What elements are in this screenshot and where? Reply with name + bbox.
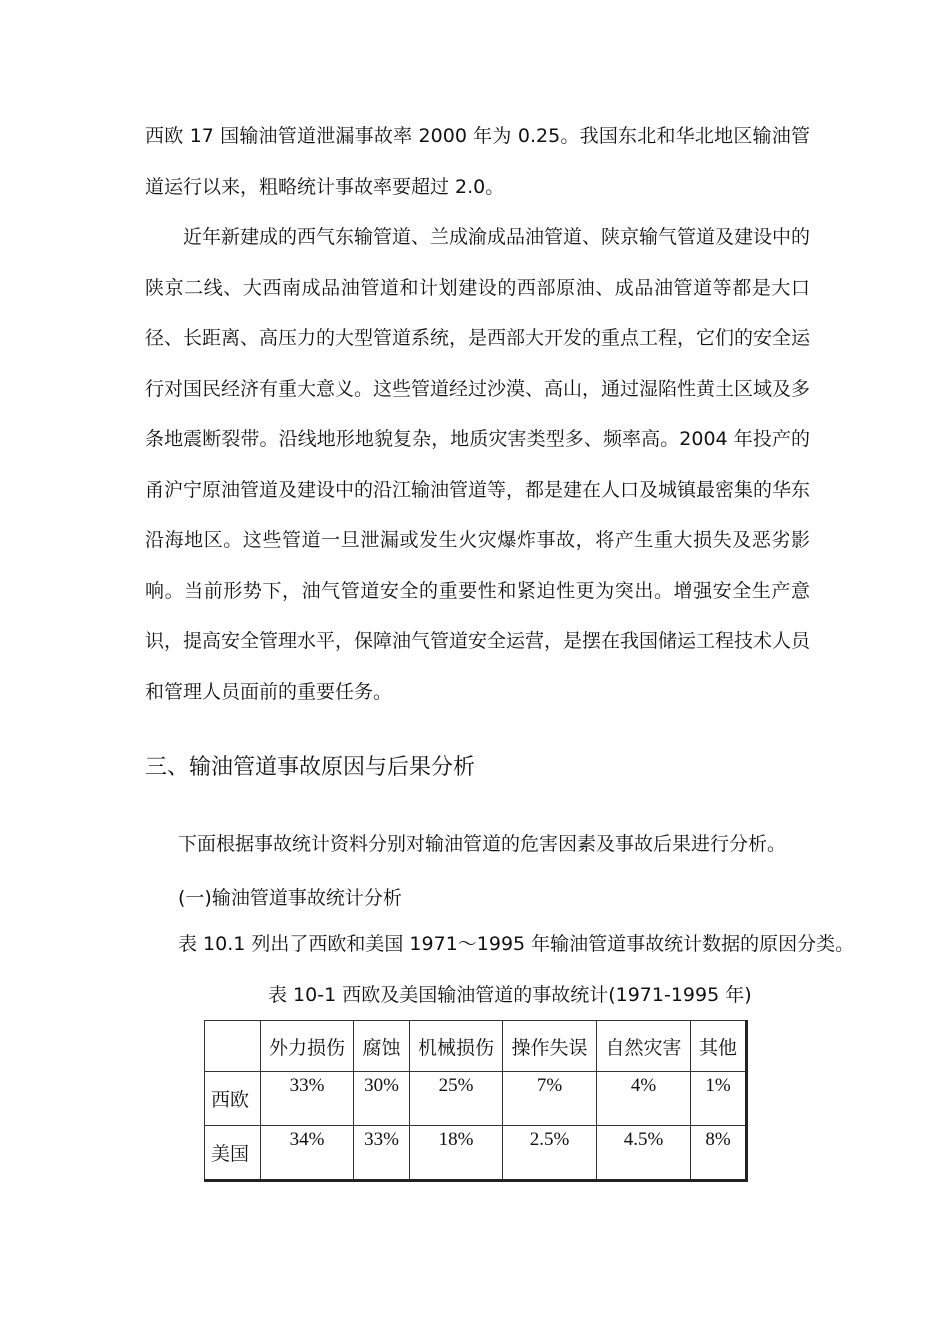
table-cell: 7%	[503, 1072, 597, 1126]
table-cell: 25%	[410, 1072, 503, 1126]
column-header: 外力损伤	[261, 1021, 354, 1072]
table-cell: 30%	[354, 1072, 410, 1126]
column-header: 其他	[691, 1021, 747, 1072]
table-row	[205, 1072, 747, 1126]
table-corner-cell	[205, 1021, 261, 1072]
row-label: 西欧	[205, 1072, 261, 1126]
table-row	[205, 1126, 747, 1181]
column-header: 操作失误	[503, 1021, 597, 1072]
paragraph-accident-rate: 西欧 17 国输油管道泄漏事故率 2000 年为 0.25。我国东北和华北地区输油管道运行以来，粗略统计事故率要超过 2.0。	[145, 125, 810, 198]
table-cell: 34%	[261, 1126, 354, 1181]
column-header: 自然灾害	[597, 1021, 691, 1072]
table-cell: 33%	[261, 1072, 354, 1126]
table-cell: 8%	[691, 1126, 747, 1181]
accident-statistics-table	[204, 1020, 748, 1182]
table-cell: 33%	[354, 1126, 410, 1181]
table-caption: 表 10-1 西欧及美国输油管道的事故统计(1971-1995 年)	[268, 984, 752, 1006]
table-cell: 1%	[691, 1072, 747, 1126]
section-heading: 三、输油管道事故原因与后果分析	[145, 755, 476, 780]
table-cell: 4%	[597, 1072, 691, 1126]
column-header: 机械损伤	[410, 1021, 503, 1072]
table-header-row	[205, 1021, 747, 1072]
column-header: 腐蚀	[354, 1021, 410, 1072]
table-reference: 表 10.1 列出了西欧和美国 1971～1995 年输油管道事故统计数据的原因分类。	[178, 933, 855, 955]
subsection-title: (一)输油管道事故统计分析	[178, 887, 402, 909]
table-cell: 4.5%	[597, 1126, 691, 1181]
table-cell: 18%	[410, 1126, 503, 1181]
row-label: 美国	[205, 1126, 261, 1181]
table-cell: 2.5%	[503, 1126, 597, 1181]
paragraph-pipeline-projects: 近年新建成的西气东输管道、兰成渝成品油管道、陕京输气管道及建设中的陕京二线、大西南成品油管道和计划建设的西部原油、成品油管道等都是大口径、长距离、高压力的大型管道系统，是西部大开发的重点工程，它们的安全运行对国民经济有重大意义。这些管道经过沙漠、高山，通过湿陷性黄土区域及多条地震断裂带。沿线地形地貌复杂，地质灾害类型多、频率高。2004 年投产的甬沪宁原油管道及建设中的沿江输油管道等，都是建在人口及城镇最密集的华东沿海地区。这些管道一旦泄漏或发生火灾爆炸事故，将产生重大损失及恶劣影响。当前形势下，油气管道安全的重要性和紧迫性更为突出。增强安全生产意识，提高安全管理水平，保障油气管道安全运营，是摆在我国储运工程技术人员和管理人员面前的重要任务。	[145, 226, 811, 703]
section-intro: 下面根据事故统计资料分别对输油管道的危害因素及事故后果进行分析。	[178, 833, 787, 855]
